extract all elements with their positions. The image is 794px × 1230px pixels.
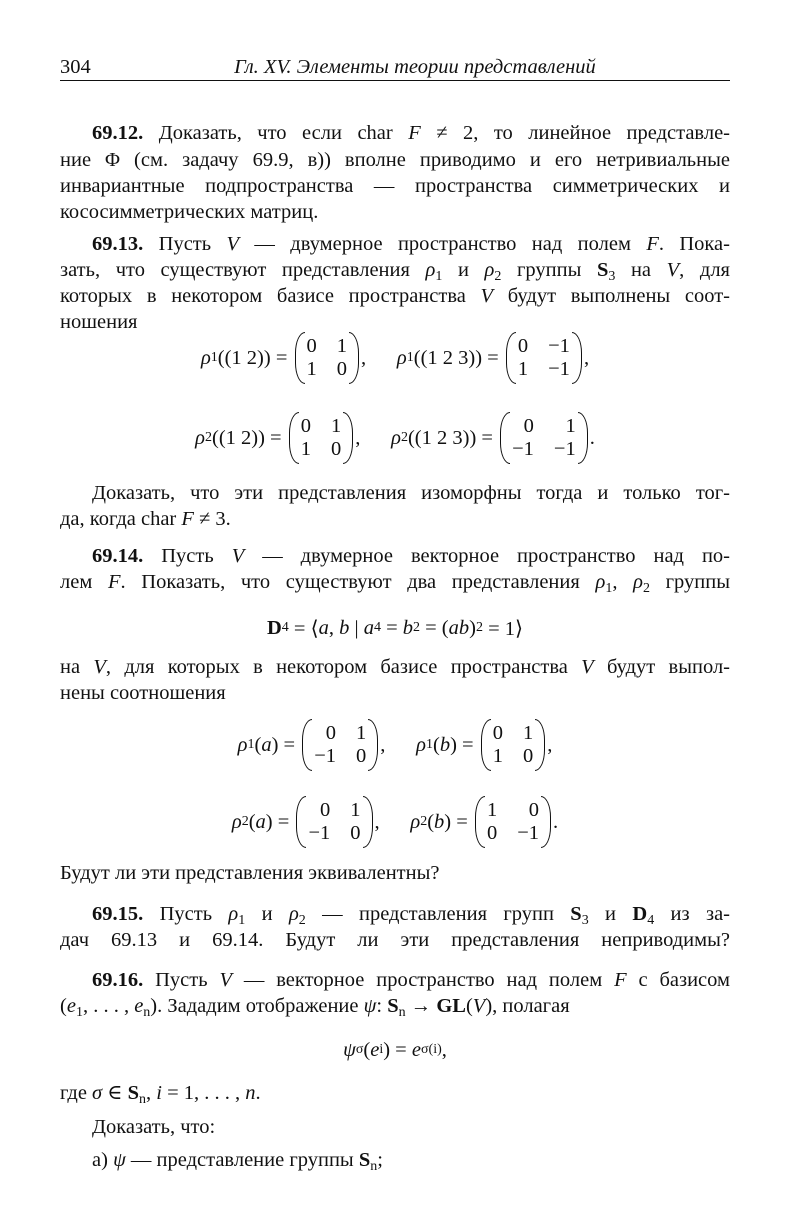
text-run: ношения: [60, 311, 138, 333]
text-run: которых в некотором базисе пространства: [60, 285, 481, 307]
subscript: 1: [435, 269, 443, 284]
text-run: = 1⟩: [482, 617, 524, 640]
text-run: ((1 2)) =: [212, 426, 287, 449]
text-run: на: [60, 656, 94, 678]
math-variable: ρ: [231, 810, 242, 833]
text-run: ;: [377, 1149, 383, 1171]
display-equation: ψ σ ( e i ) = e σ(i) ,: [343, 1038, 447, 1061]
math-variable: e: [134, 995, 144, 1017]
subscript: 2: [298, 913, 306, 928]
math-variable: V: [219, 969, 232, 991]
subscript: 1: [605, 581, 613, 596]
matrix: [475, 796, 551, 848]
text-run: .: [255, 1082, 261, 1104]
subscript: 1: [75, 1005, 83, 1020]
text-run: Пусть: [143, 545, 232, 567]
text-run: ,: [374, 810, 411, 833]
matrix-entry: 1: [336, 335, 348, 357]
matrix-entry: 1: [350, 799, 361, 821]
text-run: (: [433, 733, 440, 756]
matrix: [296, 796, 372, 848]
left-paren: [475, 796, 485, 848]
right-paren: [343, 412, 353, 464]
matrix-entry: 0: [523, 415, 534, 437]
text-run: (: [427, 810, 435, 833]
text-line: [60, 680, 730, 706]
text-line: [60, 506, 730, 532]
text-run: да, когда char: [60, 508, 182, 530]
text-run: (: [60, 995, 67, 1017]
math-variable: ρ: [228, 903, 239, 925]
math-variable: b: [434, 810, 445, 833]
bold-symbol: 69.14.: [92, 545, 144, 567]
matrix-entry: 1: [300, 438, 311, 460]
subscript: 4: [647, 913, 655, 928]
matrix-entry: 0: [320, 799, 331, 821]
math-variable: V: [666, 259, 680, 281]
subscript: 2: [494, 269, 502, 284]
text-run: , для: [679, 259, 730, 281]
math-variable: ψ: [343, 1038, 356, 1061]
display-equation: D 4 = ⟨ a , b | a 4 = b 2 = ( ab ) 2 = 1⟩: [266, 616, 524, 640]
text-run: ,: [547, 733, 553, 756]
matrix: [500, 412, 588, 464]
math-variable: a: [363, 616, 374, 639]
bold-symbol: 69.12.: [92, 122, 144, 144]
matrix-entry: 1: [522, 722, 534, 744]
matrix-entry: 1: [492, 745, 503, 767]
math-variable: ρ: [195, 426, 205, 449]
text-run: ≠ 3.: [193, 508, 231, 530]
text-run: — векторное пространство над полем: [232, 969, 615, 991]
math-variable: n: [245, 1082, 256, 1104]
matrix-entry: 1: [331, 415, 342, 437]
matrix-entry: 1: [565, 415, 576, 437]
text-run: Доказать, что если char: [143, 122, 409, 144]
bold-symbol: 69.16.: [92, 969, 144, 991]
math-variable: V: [226, 233, 240, 255]
math-variable: a: [255, 810, 266, 833]
text-run: и: [588, 903, 633, 925]
text-run: ≠ 2, то линейное представле-: [420, 122, 730, 144]
matrix-entry: 0: [336, 358, 348, 380]
text-line: [60, 1080, 730, 1106]
text-line: [60, 231, 730, 257]
right-paren: [572, 332, 582, 384]
matrix-cells: [312, 722, 368, 768]
text-run: группы: [501, 259, 597, 281]
text-run: (: [465, 995, 473, 1017]
text-line: [60, 283, 730, 309]
text-run: ), полагая: [485, 995, 570, 1017]
left-paren: [481, 719, 491, 771]
matrix: [302, 719, 378, 771]
math-variable: ρ: [391, 426, 401, 449]
text-line: [60, 569, 730, 595]
matrix-entry: 1: [517, 358, 529, 380]
math-variable: ρ: [484, 259, 495, 281]
math-variable: F: [646, 233, 659, 255]
math-variable: ab: [448, 616, 470, 639]
text-line: [60, 173, 730, 199]
matrix-entry: −1: [517, 822, 539, 844]
math-variable: F: [614, 969, 627, 991]
subscript: 1: [238, 913, 246, 928]
text-run: . Пока-: [658, 233, 730, 255]
subscript: n: [398, 1005, 406, 1020]
text-run: а): [92, 1149, 114, 1171]
left-paren: [302, 719, 312, 771]
text-run: из за-: [654, 903, 731, 925]
display-equation: ρ 1 ( a ) = 0 1 −1 0 , ρ 1 ( b ) = 0 1 1 0 ,: [60, 715, 730, 775]
bold-symbol: S: [596, 259, 609, 281]
text-run: Пусть: [143, 903, 229, 925]
math-variable: F: [107, 571, 121, 593]
text-run: будут выпол-: [593, 656, 730, 678]
math-variable: a: [261, 733, 272, 756]
math-variable: ρ: [288, 903, 299, 925]
text-line: [60, 147, 730, 173]
math-variable: V: [93, 656, 106, 678]
math-variable: F: [181, 508, 194, 530]
bold-symbol: S: [387, 995, 399, 1017]
display-equation: ρ 2 ( a ) = 0 1 −1 0 , ρ 2 ( b ) = 1 0 0 −1 .: [60, 792, 730, 852]
matrix-cells: [510, 415, 578, 461]
text-run: ) =: [450, 733, 479, 756]
bold-symbol: S: [570, 903, 582, 925]
text-line: [60, 1147, 730, 1173]
text-run: = ⟨: [288, 617, 319, 640]
bold-symbol: D: [266, 616, 282, 639]
text-run: зать, что существуют представления: [60, 259, 426, 281]
text-run: , . . . ,: [82, 995, 135, 1017]
matrix-cells: [485, 799, 541, 845]
text-line: [60, 120, 730, 146]
math-variable: ψ: [363, 995, 377, 1017]
text-run: (: [254, 733, 262, 756]
math-variable: e: [66, 995, 76, 1017]
matrix-entry: −1: [548, 358, 570, 380]
math-variable: F: [408, 122, 421, 144]
matrix-entry: 0: [522, 745, 534, 767]
matrix-entry: 0: [517, 335, 529, 357]
text-run: .: [589, 426, 595, 449]
math-variable: ρ: [410, 810, 421, 833]
text-line: [60, 901, 730, 927]
matrix: [289, 412, 354, 464]
bold-symbol: 69.15.: [92, 903, 144, 925]
text-run: и: [442, 259, 485, 281]
matrix-entry: −1: [512, 438, 534, 460]
right-paren: [535, 719, 545, 771]
text-run: .: [553, 810, 559, 833]
math-variable: e: [370, 1038, 380, 1061]
math-variable: ψ: [113, 1149, 126, 1171]
math-variable: b: [439, 733, 451, 756]
math-variable: a: [318, 616, 329, 639]
text-run: и: [245, 903, 289, 925]
text-line: [60, 199, 730, 225]
text-run: ) =: [265, 810, 295, 833]
bold-symbol: S: [127, 1082, 140, 1104]
text-run: ((1 2)) =: [217, 346, 293, 369]
text-run: (: [248, 810, 256, 833]
text-run: , для которых в некотором базисе пространства: [105, 656, 582, 678]
text-run: Будут ли эти представления эквивалентны?: [60, 862, 440, 884]
text-run: — представление группы: [125, 1149, 359, 1171]
matrix-entry: 0: [350, 822, 361, 844]
matrix-entry: 0: [486, 822, 498, 844]
math-variable: b: [402, 616, 413, 639]
text-run: . Показать, что существуют два представления: [120, 571, 596, 593]
subscript: n: [370, 1159, 378, 1174]
right-paren: [363, 796, 373, 848]
matrix-cells: [491, 722, 536, 768]
text-run: ). Зададим отображение: [150, 995, 364, 1017]
right-paren: [578, 412, 588, 464]
text-run: |: [349, 616, 364, 639]
text-line: [60, 1114, 730, 1140]
math-variable: ρ: [237, 733, 248, 756]
bold-symbol: S: [358, 1149, 371, 1171]
right-paren: [349, 332, 359, 384]
text-line: [60, 543, 730, 569]
text-line: [60, 927, 730, 953]
math-variable: ρ: [200, 346, 211, 369]
text-run: →: [405, 995, 437, 1017]
page-number: 304: [60, 56, 91, 78]
text-run: — двумерное пространство над полем: [239, 233, 647, 255]
page-header: [60, 54, 730, 81]
math-variable: b: [339, 616, 350, 639]
text-run: ,: [328, 616, 340, 639]
text-run: ,: [361, 346, 397, 369]
text-run: = (: [420, 616, 449, 639]
matrix-entry: 0: [325, 722, 337, 744]
text-run: кососимметрических матриц.: [60, 201, 319, 223]
matrix-entry: 1: [356, 722, 367, 744]
matrix-entry: 0: [331, 438, 342, 460]
text-run: лем: [60, 571, 108, 593]
text-run: на: [615, 259, 667, 281]
matrix-cells: [306, 799, 362, 845]
text-run: ,: [583, 346, 590, 369]
text-run: = 1, . . . ,: [161, 1082, 246, 1104]
text-run: ,: [380, 733, 417, 756]
math-variable: ρ: [425, 259, 436, 281]
math-variable: V: [480, 285, 494, 307]
matrix-entry: 0: [356, 745, 367, 767]
math-variable: i: [156, 1082, 162, 1104]
text-run: дач 69.13 и 69.14. Будут ли эти представления неприводимы?: [60, 929, 730, 951]
text-line: [60, 993, 730, 1019]
text-run: ): [469, 616, 476, 639]
matrix: [481, 719, 546, 771]
text-run: :: [376, 995, 388, 1017]
math-variable: ρ: [396, 346, 407, 369]
left-paren: [289, 412, 299, 464]
matrix-entry: −1: [548, 335, 570, 357]
text-line: [60, 480, 730, 506]
left-paren: [500, 412, 510, 464]
subscript: n: [139, 1092, 147, 1107]
math-variable: ρ: [416, 733, 426, 756]
display-equation: ρ 2 ((1 2)) = 0 1 1 0 , ρ 2 ((1 2 3)) = 0 1 −1 −1 .: [60, 408, 730, 468]
text-run: Доказать, что:: [92, 1116, 216, 1138]
text-run: ) =: [271, 733, 301, 756]
left-paren: [506, 332, 516, 384]
text-run: Пусть: [143, 969, 220, 991]
text-run: с базисом: [626, 969, 730, 991]
text-run: ,: [612, 571, 634, 593]
subscript: 2: [642, 581, 650, 596]
subscript: 3: [581, 913, 589, 928]
math-variable: e: [411, 1038, 421, 1061]
bold-symbol: D: [632, 903, 648, 925]
text-run: будут выполнены соот-: [493, 285, 731, 307]
matrix: [295, 332, 360, 384]
text-run: ,: [441, 1038, 447, 1061]
subscript: 3: [608, 269, 616, 284]
text-line: [60, 860, 730, 886]
text-run: ) =: [444, 810, 473, 833]
text-run: инвариантные подпространства — пространства симметрических и: [60, 175, 730, 197]
text-run: (: [363, 1038, 371, 1061]
matrix-cells: [305, 335, 350, 381]
matrix-cells: [516, 335, 572, 381]
text-run: =: [380, 616, 403, 639]
text-run: — двумерное векторное пространство над по-: [244, 545, 731, 567]
matrix-entry: 0: [528, 799, 539, 821]
text-run: где: [60, 1082, 93, 1104]
text-run: ((1 2 3)) =: [413, 346, 504, 369]
matrix-entry: −1: [308, 822, 331, 844]
math-variable: σ: [92, 1082, 103, 1104]
matrix-cells: [299, 415, 344, 461]
text-run: группы: [649, 571, 730, 593]
matrix-entry: 0: [492, 722, 503, 744]
text-run: ((1 2 3)) =: [407, 426, 499, 449]
math-variable: V: [581, 656, 594, 678]
right-paren: [541, 796, 551, 848]
text-run: ние Φ (см. задачу 69.9, в)) вполне приводимо и его нетривиальные: [60, 149, 730, 171]
text-line: [60, 967, 730, 993]
text-line: [60, 257, 730, 283]
matrix: [506, 332, 582, 384]
left-paren: [296, 796, 306, 848]
text-run: ,: [355, 426, 392, 449]
text-run: Пусть: [143, 233, 227, 255]
math-variable: V: [472, 995, 486, 1017]
matrix-entry: −1: [314, 745, 337, 767]
matrix-entry: 0: [300, 415, 311, 437]
text-run: ∈: [102, 1082, 128, 1104]
text-run: — представления групп: [305, 903, 571, 925]
text-run: ) =: [383, 1038, 412, 1061]
math-variable: ρ: [595, 571, 606, 593]
text-run: нены соотношения: [60, 682, 226, 704]
matrix-entry: −1: [553, 438, 576, 460]
math-variable: ρ: [633, 571, 643, 593]
display-equation: ρ 1 ((1 2)) = 0 1 1 0 , ρ 1 ((1 2 3)) = 0 −1 1 −1 ,: [60, 328, 730, 388]
matrix-entry: 1: [486, 799, 498, 821]
matrix-entry: 1: [306, 358, 317, 380]
matrix-entry: 0: [306, 335, 317, 357]
running-title: Гл. XV. Элементы теории представлений: [234, 56, 596, 78]
text-run: Доказать, что эти представления изоморфны тогда и только тог-: [92, 482, 730, 504]
bold-symbol: GL: [436, 995, 466, 1017]
subscript: n: [143, 1005, 151, 1020]
math-variable: V: [231, 545, 245, 567]
left-paren: [295, 332, 305, 384]
bold-symbol: 69.13.: [92, 233, 144, 255]
text-run: ,: [146, 1082, 157, 1104]
right-paren: [368, 719, 378, 771]
